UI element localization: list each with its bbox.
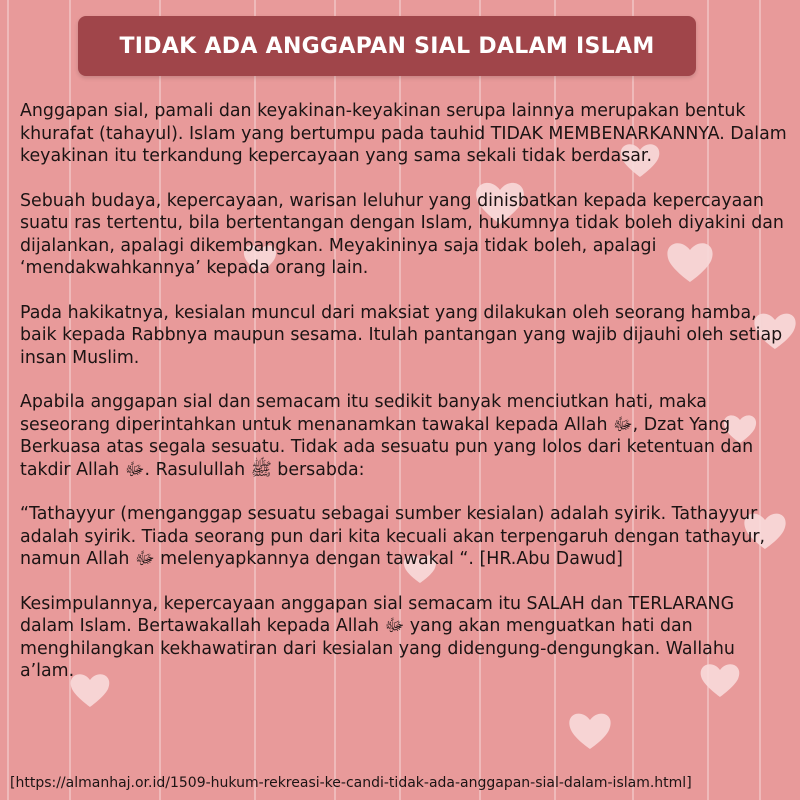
paragraph: Kesimpulannya, kepercayaan anggapan sial semacam itu SALAH dan TERLARANG dalam Islam. Bertawakallah kepada Allah ﷻ yang akan menguatkan hati dan menghilangkan kekhawatiran dari kesialan yang didengung-dengungkan. Wallahu a’lam.	[20, 593, 735, 681]
paragraph: Anggapan sial, pamali dan keyakinan-keyakinan serupa lainnya merupakan bentuk khurafat (tahayul). Islam yang bertumpu pada tauhid TIDAK MEMBENARKANNYA. Dalam keyakinan itu terkandung kepercayaan yang sama sekali tidak berdasar.	[20, 101, 787, 166]
page-title: TIDAK ADA ANGGAPAN SIAL DALAM ISLAM	[119, 33, 655, 59]
heart-icon	[569, 714, 610, 749]
paragraph: Pada hakikatnya, kesialan muncul dari maksiat yang dilakukan oleh seorang hamba, baik kepada Rabbnya maupun sesama. Itulah pantangan yang wajib dijauhi oleh setiap insan Muslim.	[20, 302, 783, 368]
article-body	[20, 100, 788, 705]
hadith-quote: “Tathayyur (menganggap sesuatu sebagai sumber kesialan) adalah syirik. Tathayyur adalah syirik. Tiada seorang pun dari kita kecuali akan terpengaruh dengan tathayur, namun Allah ﷻ melenyapkannya dengan tawakal “. [HR.Abu Dawud]	[20, 504, 766, 569]
paragraph: Apabila anggapan sial dan semacam itu sedikit banyak menciutkan hati, maka seseorang diperintahkan untuk menanamkan tawakal kepada Allah ﷻ, Dzat Yang Berkuasa atas segala sesuatu. Tidak ada sesuatu pun yang lolos dari ketentuan dan takdir Allah ﷻ. Rasulullah ﷺ bersabda:	[20, 392, 754, 480]
paragraph: Sebuah budaya, kepercayaan, warisan leluhur yang dinisbatkan kepada kepercayaan suatu ras tertentu, bila bertentangan dengan Islam, hukumnya tidak boleh diyakini dan dijalankan, apalagi dikembangkan. Meyakininya saja tidak boleh, apalagi ‘mendakwahkannya’ kepada orang lain.	[20, 190, 784, 278]
source-citation: [https://almanhaj.or.id/1509-hukum-rekreasi-ke-candi-tidak-ada-anggapan-sial-dalam-islam.html]	[10, 775, 692, 791]
title-banner	[78, 16, 696, 76]
